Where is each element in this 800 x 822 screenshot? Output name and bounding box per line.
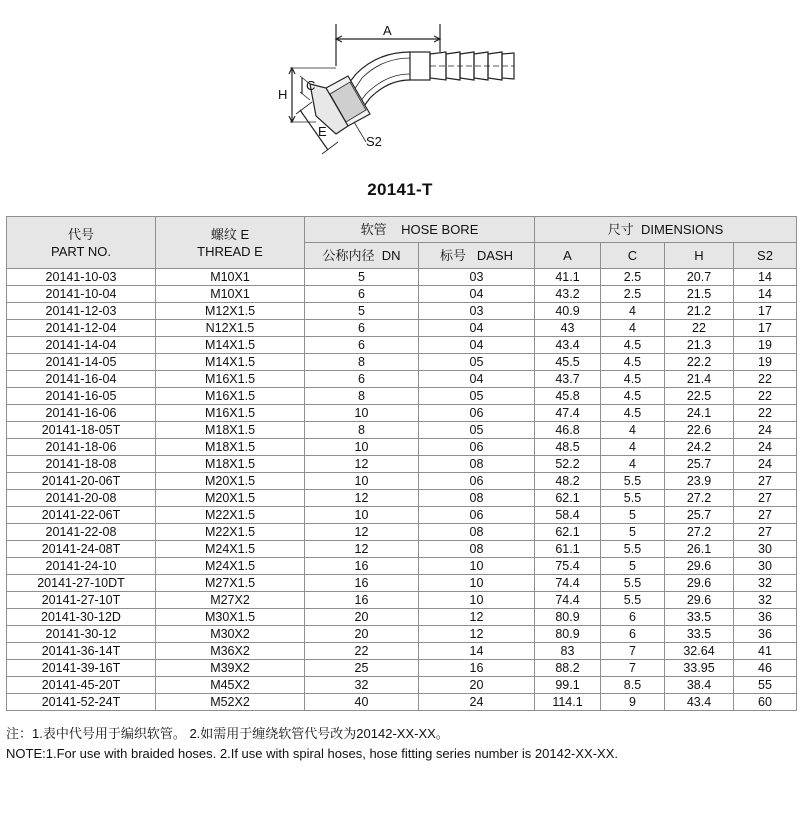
cell-c: 6 [601,626,665,643]
cell-dn: 20 [305,626,419,643]
table-row [7,643,797,660]
dim-label-c: C [306,78,316,93]
cell-dn: 12 [305,490,419,507]
cell-thread: M30X1.5 [156,609,305,626]
cell-c: 4.5 [601,405,665,422]
table-row [7,320,797,337]
table-row [7,388,797,405]
dim-label-h: H [278,87,288,102]
cell-s2: 27 [734,507,797,524]
cell-dn: 16 [305,558,419,575]
cell-dn: 16 [305,592,419,609]
cell-dash: 24 [419,694,535,711]
cell-part-no: 20141-20-08 [7,490,156,507]
cell-h: 43.4 [665,694,734,711]
cell-h: 26.1 [665,541,734,558]
table-row [7,473,797,490]
cell-s2: 22 [734,371,797,388]
cell-dash: 10 [419,558,535,575]
fitting-drawing [270,18,540,168]
dim-label-e: E [318,124,327,139]
cell-dn: 32 [305,677,419,694]
cell-h: 22.2 [665,354,734,371]
cell-h: 29.6 [665,575,734,592]
cell-part-no: 20141-14-05 [7,354,156,371]
cell-c: 5 [601,507,665,524]
table-row [7,303,797,320]
cell-a: 46.8 [535,422,601,439]
cell-h: 33.5 [665,626,734,643]
cell-a: 114.1 [535,694,601,711]
table-row [7,422,797,439]
cell-s2: 17 [734,303,797,320]
cell-c: 5.5 [601,490,665,507]
cell-thread: M20X1.5 [156,473,305,490]
cell-dash: 08 [419,490,535,507]
table-row [7,456,797,473]
cell-c: 4 [601,439,665,456]
cell-part-no: 20141-10-03 [7,269,156,286]
cell-dash: 03 [419,303,535,320]
table-row [7,405,797,422]
cell-s2: 32 [734,575,797,592]
table-row [7,541,797,558]
cell-part-no: 20141-18-08 [7,456,156,473]
cell-dash: 05 [419,388,535,405]
cell-part-no: 20141-10-04 [7,286,156,303]
cell-c: 5.5 [601,575,665,592]
cell-part-no: 20141-12-03 [7,303,156,320]
header-s2: S2 [734,243,797,269]
cell-part-no: 20141-39-16T [7,660,156,677]
cell-a: 58.4 [535,507,601,524]
cell-thread: M18X1.5 [156,456,305,473]
cell-part-no: 20141-30-12 [7,626,156,643]
cell-thread: M10X1 [156,286,305,303]
table-row [7,354,797,371]
cell-a: 74.4 [535,592,601,609]
cell-part-no: 20141-22-06T [7,507,156,524]
cell-dn: 8 [305,422,419,439]
cell-h: 20.7 [665,269,734,286]
table-row [7,660,797,677]
cell-part-no: 20141-24-08T [7,541,156,558]
cell-thread: N12X1.5 [156,320,305,337]
cell-dash: 06 [419,439,535,456]
table-row [7,269,797,286]
table-body [7,269,797,711]
cell-s2: 24 [734,456,797,473]
cell-a: 43 [535,320,601,337]
cell-c: 4.5 [601,371,665,388]
header-thread: 螺纹 E THREAD E [156,217,305,269]
table-row [7,694,797,711]
cell-c: 7 [601,643,665,660]
table-row [7,609,797,626]
cell-c: 5.5 [601,541,665,558]
cell-s2: 36 [734,609,797,626]
cell-dash: 10 [419,575,535,592]
cell-part-no: 20141-24-10 [7,558,156,575]
cell-s2: 55 [734,677,797,694]
cell-dash: 06 [419,473,535,490]
header-dash: 标号 DASH [419,243,535,269]
cell-dash: 08 [419,456,535,473]
header-h: H [665,243,734,269]
cell-part-no: 20141-18-05T [7,422,156,439]
cell-a: 43.2 [535,286,601,303]
cell-dn: 22 [305,643,419,660]
header-hose-bore: 软管 HOSE BORE [305,217,535,243]
cell-part-no: 20141-14-04 [7,337,156,354]
cell-thread: M24X1.5 [156,558,305,575]
cell-a: 99.1 [535,677,601,694]
cell-thread: M39X2 [156,660,305,677]
cell-a: 45.8 [535,388,601,405]
cell-part-no: 20141-18-06 [7,439,156,456]
cell-s2: 30 [734,541,797,558]
cell-h: 22.5 [665,388,734,405]
cell-h: 21.5 [665,286,734,303]
cell-c: 4 [601,422,665,439]
cell-h: 22 [665,320,734,337]
cell-part-no: 20141-16-06 [7,405,156,422]
cell-part-no: 20141-22-08 [7,524,156,541]
cell-s2: 24 [734,439,797,456]
cell-h: 33.5 [665,609,734,626]
cell-dn: 5 [305,303,419,320]
cell-h: 29.6 [665,558,734,575]
cell-dash: 04 [419,320,535,337]
cell-part-no: 20141-16-05 [7,388,156,405]
cell-c: 5 [601,558,665,575]
cell-a: 75.4 [535,558,601,575]
cell-thread: M16X1.5 [156,371,305,388]
table-row [7,490,797,507]
table-row [7,524,797,541]
cell-c: 6 [601,609,665,626]
cell-dn: 10 [305,473,419,490]
cell-h: 25.7 [665,507,734,524]
cell-dash: 04 [419,286,535,303]
cell-h: 21.4 [665,371,734,388]
page-title: 20141-T [367,180,433,199]
cell-dn: 6 [305,337,419,354]
cell-c: 4 [601,320,665,337]
cell-part-no: 20141-36-14T [7,643,156,660]
cell-c: 2.5 [601,286,665,303]
cell-part-no: 20141-27-10T [7,592,156,609]
cell-c: 4 [601,456,665,473]
cell-s2: 17 [734,320,797,337]
cell-c: 9 [601,694,665,711]
cell-s2: 27 [734,490,797,507]
cell-s2: 19 [734,337,797,354]
cell-s2: 30 [734,558,797,575]
cell-a: 61.1 [535,541,601,558]
dim-label-s2: S2 [366,134,382,149]
note-en: NOTE:1.For use with braided hoses. 2.If use with spiral hoses, hose fitting series number is 20142-XX-XX. [6,746,619,761]
table-row [7,592,797,609]
table-row [7,337,797,354]
cell-h: 27.2 [665,524,734,541]
cell-thread: M18X1.5 [156,422,305,439]
cell-dash: 06 [419,405,535,422]
cell-part-no: 20141-16-04 [7,371,156,388]
cell-h: 21.2 [665,303,734,320]
cell-thread: M30X2 [156,626,305,643]
cell-a: 45.5 [535,354,601,371]
table-row [7,439,797,456]
header-dimensions: 尺寸 DIMENSIONS [535,217,797,243]
cell-a: 40.9 [535,303,601,320]
cell-dn: 25 [305,660,419,677]
cell-dash: 16 [419,660,535,677]
cell-dash: 05 [419,354,535,371]
cell-s2: 36 [734,626,797,643]
table-row [7,558,797,575]
cell-thread: M14X1.5 [156,354,305,371]
cell-thread: M45X2 [156,677,305,694]
cell-dash: 10 [419,592,535,609]
cell-h: 32.64 [665,643,734,660]
cell-thread: M36X2 [156,643,305,660]
cell-thread: M14X1.5 [156,337,305,354]
cell-dn: 12 [305,541,419,558]
cell-a: 47.4 [535,405,601,422]
notes [6,724,618,764]
cell-part-no: 20141-12-04 [7,320,156,337]
cell-thread: M24X1.5 [156,541,305,558]
cell-a: 80.9 [535,609,601,626]
cell-part-no: 20141-45-20T [7,677,156,694]
cell-a: 83 [535,643,601,660]
cell-a: 48.2 [535,473,601,490]
cell-c: 2.5 [601,269,665,286]
cell-s2: 27 [734,473,797,490]
cell-dash: 04 [419,337,535,354]
table-row [7,575,797,592]
cell-a: 80.9 [535,626,601,643]
cell-c: 4.5 [601,354,665,371]
cell-thread: M22X1.5 [156,524,305,541]
cell-thread: M52X2 [156,694,305,711]
header-c: C [601,243,665,269]
cell-a: 52.2 [535,456,601,473]
cell-h: 21.3 [665,337,734,354]
cell-h: 24.2 [665,439,734,456]
cell-dn: 6 [305,286,419,303]
table-row [7,507,797,524]
table-row [7,677,797,694]
cell-dash: 03 [419,269,535,286]
cell-dash: 20 [419,677,535,694]
cell-part-no: 20141-30-12D [7,609,156,626]
cell-s2: 24 [734,422,797,439]
cell-thread: M16X1.5 [156,388,305,405]
cell-dn: 10 [305,507,419,524]
cell-dn: 6 [305,371,419,388]
cell-dash: 08 [419,524,535,541]
table-row [7,371,797,388]
cell-s2: 22 [734,388,797,405]
cell-a: 48.5 [535,439,601,456]
note-cn: 注：1.表中代号用于编织软管。 2.如需用于缠绕软管代号改为20142-XX-XX。 [6,726,449,741]
header-dn: 公称内径 DN [305,243,419,269]
cell-part-no: 20141-27-10DT [7,575,156,592]
header-a: A [535,243,601,269]
cell-dash: 14 [419,643,535,660]
cell-dash: 05 [419,422,535,439]
cell-dn: 10 [305,405,419,422]
cell-thread: M18X1.5 [156,439,305,456]
cell-c: 7 [601,660,665,677]
cell-a: 62.1 [535,524,601,541]
cell-a: 43.4 [535,337,601,354]
cell-dn: 12 [305,456,419,473]
cell-s2: 32 [734,592,797,609]
cell-thread: M12X1.5 [156,303,305,320]
cell-s2: 19 [734,354,797,371]
cell-a: 62.1 [535,490,601,507]
header-part-no: 代号 PART NO. [7,217,156,269]
cell-h: 22.6 [665,422,734,439]
cell-a: 43.7 [535,371,601,388]
cell-thread: M10X1 [156,269,305,286]
table-row [7,286,797,303]
cell-dn: 40 [305,694,419,711]
cell-dn: 16 [305,575,419,592]
cell-c: 4.5 [601,388,665,405]
cell-a: 74.4 [535,575,601,592]
cell-h: 27.2 [665,490,734,507]
cell-dn: 10 [305,439,419,456]
cell-part-no: 20141-20-06T [7,473,156,490]
cell-h: 24.1 [665,405,734,422]
dimensions-table [6,216,797,711]
cell-dn: 12 [305,524,419,541]
cell-dash: 12 [419,609,535,626]
cell-dn: 20 [305,609,419,626]
cell-c: 5 [601,524,665,541]
cell-dash: 12 [419,626,535,643]
cell-h: 23.9 [665,473,734,490]
cell-dash: 08 [419,541,535,558]
cell-dn: 5 [305,269,419,286]
cell-dn: 6 [305,320,419,337]
cell-c: 4 [601,303,665,320]
cell-thread: M27X2 [156,592,305,609]
cell-c: 8.5 [601,677,665,694]
cell-part-no: 20141-52-24T [7,694,156,711]
cell-s2: 27 [734,524,797,541]
cell-c: 4.5 [601,337,665,354]
cell-dash: 06 [419,507,535,524]
dim-label-a: A [383,23,392,38]
cell-thread: M16X1.5 [156,405,305,422]
cell-h: 29.6 [665,592,734,609]
cell-c: 5.5 [601,473,665,490]
cell-a: 41.1 [535,269,601,286]
cell-s2: 14 [734,269,797,286]
cell-s2: 22 [734,405,797,422]
cell-thread: M20X1.5 [156,490,305,507]
cell-dn: 8 [305,354,419,371]
cell-s2: 46 [734,660,797,677]
cell-dn: 8 [305,388,419,405]
cell-h: 38.4 [665,677,734,694]
cell-a: 88.2 [535,660,601,677]
cell-s2: 14 [734,286,797,303]
table-row [7,626,797,643]
cell-s2: 41 [734,643,797,660]
cell-h: 33.95 [665,660,734,677]
cell-thread: M27X1.5 [156,575,305,592]
cell-dash: 04 [419,371,535,388]
cell-s2: 60 [734,694,797,711]
cell-h: 25.7 [665,456,734,473]
cell-thread: M22X1.5 [156,507,305,524]
cell-c: 5.5 [601,592,665,609]
